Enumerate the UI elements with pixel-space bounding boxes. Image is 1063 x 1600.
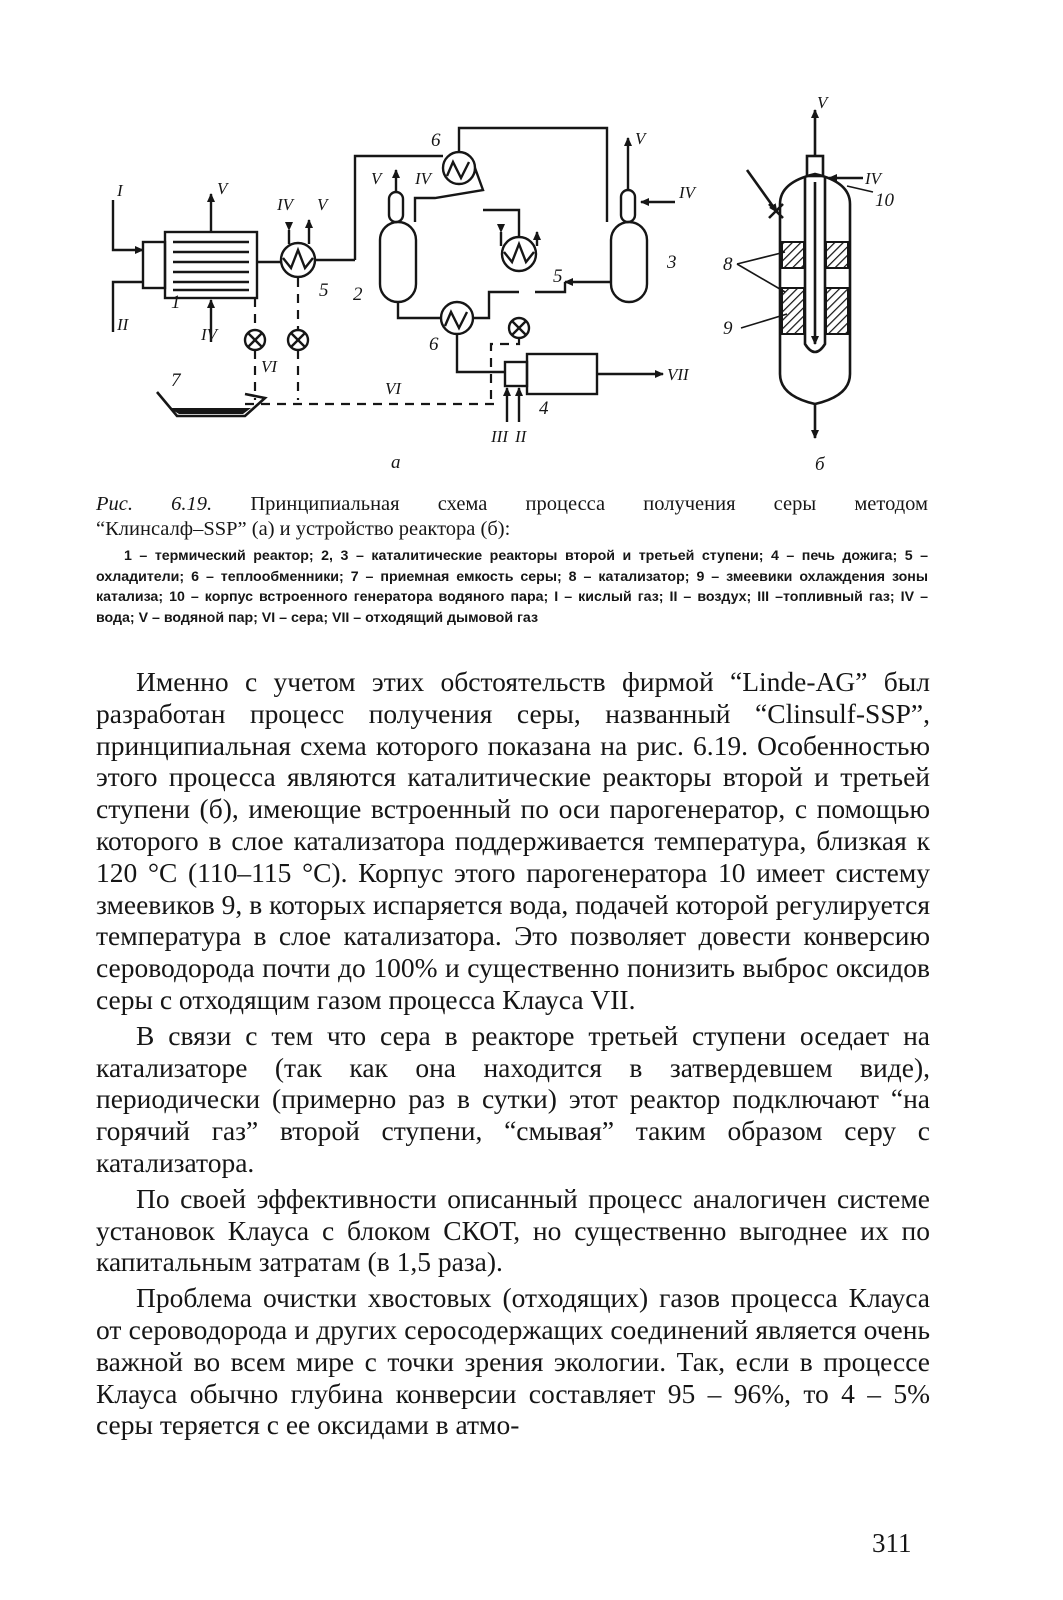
paragraph: По своей эффективности описанный процесс аналогичен системе установок Клауса с блоком СКОТ, но существенно выгоднее их по капитальным затратам (в 1,5 раза). bbox=[96, 1182, 930, 1278]
label-V-5: V bbox=[817, 93, 828, 112]
label-1: 1 bbox=[171, 292, 181, 313]
label-IV-1: IV bbox=[277, 195, 294, 214]
body-text bbox=[96, 666, 930, 1445]
label-5-left: 5 bbox=[319, 280, 329, 301]
label-IV-4: IV bbox=[201, 325, 218, 344]
label-7: 7 bbox=[171, 370, 181, 391]
label-3: 3 bbox=[667, 252, 677, 273]
label-4: 4 bbox=[539, 398, 549, 419]
paragraph: Именно с учетом этих обстоятельств фирмой “Linde-AG” был разработан процесс получения серы, названный “Clinsulf-SSP”, принципиальная схема которого показана на рис. 6.19. Особенностью этого процесса являются каталитические реакторы второй и третьей ступени (б), имеющие встроенный по оси парогенератор, с помощью которого в слое катализатора поддерживается температура, близкая к 120 °С (110–115 °С). Корпус этого парогенератора 10 имеет систему змеевиков 9, в которых испаряется вода, подачей которой регулируется температура в слое катализатора. Это позволяет довести конверсию сероводорода почти до 100% и существенно понизить выброс оксидов серы с отходящим газом процесса Клауса VII. bbox=[96, 666, 930, 1015]
label-IV-3: IV bbox=[679, 183, 696, 202]
caption-legend: 1 – термический реактор; 2, 3 – каталитические реакторы второй и третьей ступени; 4 – печь дожига; 5 – охладители; 6 – теплообменники; 7 – приемная емкость серы; 8 – катализатор; 9 – змеевики охлаждения зоны катализа; 10 – корпус встроенного генератора водяного пара; I – кислый газ; II – воздух; III –топливный газ; IV – вода; V – водяной пар; VI – сера; VII – отходящий дымовой газ bbox=[96, 548, 928, 626]
label-part-b: б bbox=[815, 454, 825, 475]
label-II: II bbox=[117, 315, 129, 334]
label-VI-2: VI bbox=[385, 379, 402, 398]
label-V-3: V bbox=[371, 169, 382, 188]
figure-caption bbox=[96, 492, 928, 628]
label-VI-1: VI bbox=[261, 357, 278, 376]
label-2: 2 bbox=[353, 284, 363, 305]
label-VII: VII bbox=[667, 365, 689, 384]
label-5-center: 5 bbox=[553, 266, 563, 287]
label-IV-5: IV bbox=[865, 169, 882, 188]
label-10: 10 bbox=[875, 190, 894, 211]
label-9: 9 bbox=[723, 318, 733, 339]
label-II-b: II bbox=[515, 427, 527, 446]
label-6-bottom: 6 bbox=[429, 334, 439, 355]
label-8: 8 bbox=[723, 254, 733, 275]
paragraph: В связи с тем что сера в реакторе третьей ступени оседает на катализаторе (так как она находится в затвердевшем виде), периодически (примерно раз в сутки) этот реактор подключают “на горячий газ” второй ступени, “смывая” таким образом серу с катализатора. bbox=[96, 1019, 930, 1178]
label-V-2: V bbox=[317, 195, 328, 214]
caption-title-line2: “Клинсалф–SSP” (а) и устройство реактора (б): bbox=[96, 518, 511, 540]
caption-title-line1 bbox=[96, 492, 928, 517]
label-III: III bbox=[491, 427, 508, 446]
process-flow-figure bbox=[95, 82, 975, 482]
label-6-top: 6 bbox=[431, 130, 441, 151]
figure-number: Рис. 6.19. bbox=[96, 493, 213, 515]
caption-title-text: Принципиальная схема процесса получения серы методом bbox=[250, 493, 928, 515]
label-IV-2: IV bbox=[415, 169, 432, 188]
label-part-a: а bbox=[391, 452, 401, 473]
label-I: I bbox=[117, 181, 123, 200]
process-scheme-diagram bbox=[95, 82, 975, 482]
page-number: 311 bbox=[872, 1528, 912, 1558]
paragraph: Проблема очистки хвостовых (отходящих) газов процесса Клауса от сероводорода и других серосодержащих соединений является очень важной во всем мире с точки зрения экологии. Так, если в процессе Клауса обычно глубина конверсии составляет 95 – 96%, то 4 – 5% серы теряется с ее оксидами в атмо- bbox=[96, 1282, 930, 1441]
label-V-4: V bbox=[635, 129, 646, 148]
label-V-1: V bbox=[217, 179, 228, 198]
